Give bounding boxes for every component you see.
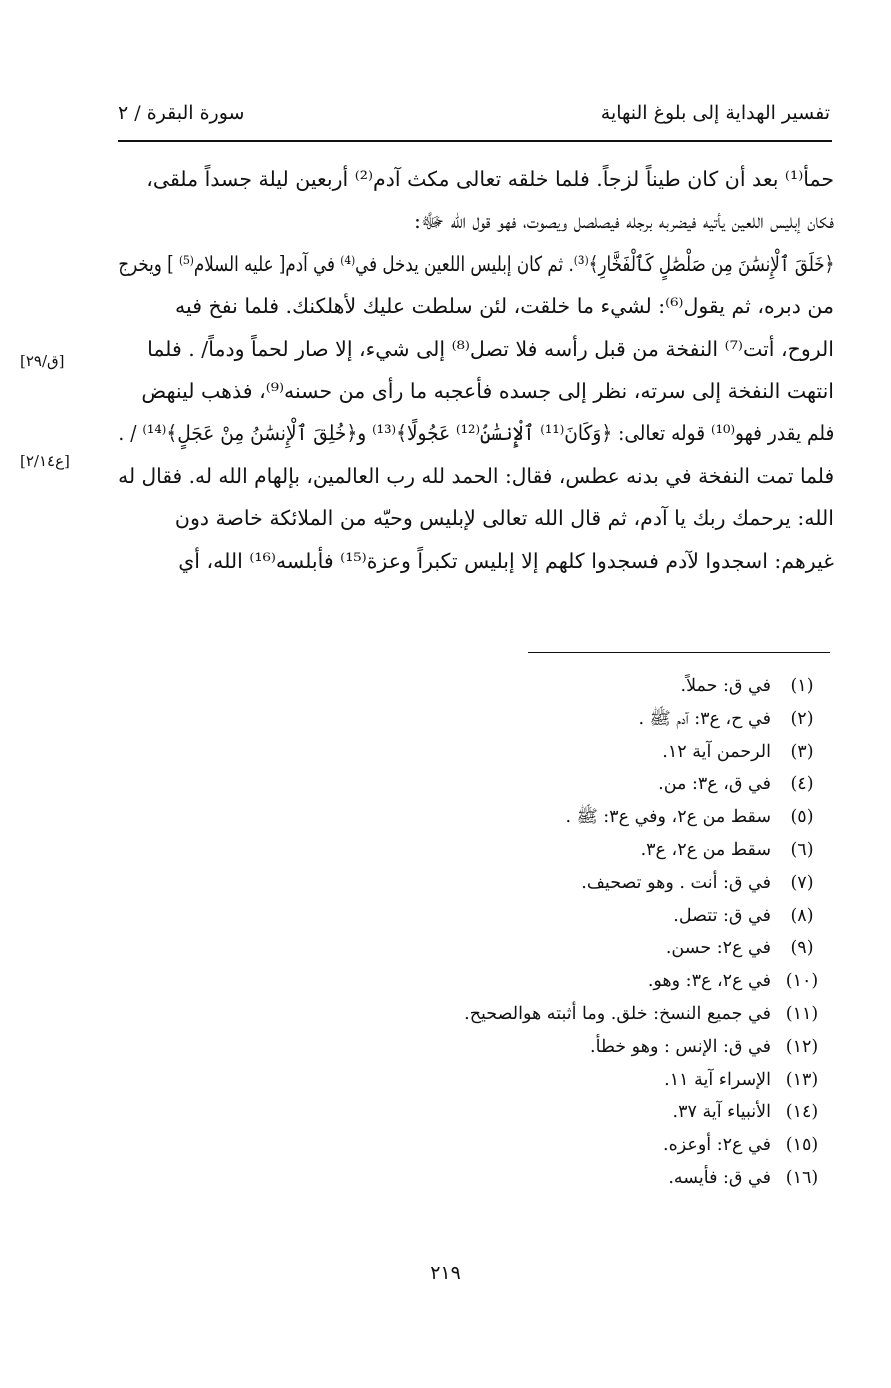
footnote: (٧)في ق: أنت . وهو تصحيف. xyxy=(581,872,814,893)
text-line: من دبره، ثم يقول⁽⁶⁾: لشيء ما خلقت، لئن سلطت عليك لأهلكنك. فلما نفخ فيه xyxy=(175,294,834,319)
running-header xyxy=(118,98,830,134)
footnote: (١٣)الإسراء آية ١١. xyxy=(664,1069,819,1090)
footnote: (٩)في ع٢: حسن. xyxy=(665,938,814,959)
footnote: (١٤)الأنبياء آية ٣٧. xyxy=(672,1102,819,1123)
page-number: ٢١٩ xyxy=(430,1262,461,1284)
text-line: فلم يقدر فهو⁽¹⁰⁾ قوله تعالى: ﴿وَكَانَ⁽¹¹⁾ ٱلْإِنسَٰنُ⁽¹²⁾ عَجُولًا﴾⁽¹³⁾ و﴿خُلِقَ ٱلْإِنسَٰنُ مِنْ عَجَلٍ﴾⁽¹⁴⁾ / . xyxy=(118,421,834,446)
book-title: تفسير الهداية إلى بلوغ النهاية xyxy=(600,102,830,124)
footnote: (٤)في ق، ع٣: من. xyxy=(658,774,814,795)
text-line: الروح، أتت⁽⁷⁾ النفخة من قبل رأسه فلا تصل⁽⁸⁾ إلى شيء، إلا صار لحماً ودماً/ . فلما xyxy=(147,336,834,361)
text-line: غيرهم: اسجدوا لآدم فسجدوا كلهم إلا إبليس تكبراً وعزة⁽¹⁵⁾ فأبلسه⁽¹⁶⁾ الله، أي xyxy=(178,548,834,573)
footnote: (٦)سقط من ع٢، ع٣. xyxy=(640,839,814,860)
manuscript-folio-marker: [ع٢/١٤] xyxy=(20,452,70,470)
manuscript-folio-marker: [ق/٢٩] xyxy=(20,352,65,370)
footnotes xyxy=(433,670,833,1195)
text-line: فلما تمت النفخة في بدنه عطس، فقال: الحمد لله رب العالمين، بإلهام الله له. فقال له xyxy=(118,463,834,488)
text-line: حمأ⁽¹⁾ بعد أن كان طيناً لزجاً. فلما خلقه تعالى مكث آدم⁽²⁾ أربعين ليلة جسداً ملقى، xyxy=(146,167,834,191)
main-text xyxy=(118,158,834,582)
footnote: (٨)في ق: تتصل. xyxy=(673,905,814,926)
text-line: فكان إبليس اللعين يأتيه فيضربه برجله فيصلصل ويصوت، فهو قول الله ﷻ: xyxy=(414,209,834,234)
footnote: (٣)الرحمن آية ١٢. xyxy=(662,741,814,762)
footnote: (١)في ق: حملاً. xyxy=(680,676,814,696)
footnote: (٢)في ح، ع٣: آدم ﷺ . xyxy=(638,708,814,729)
text-line: انتهت النفخة إلى سرته، نظر إلى جسده فأعجبه ما رأى من حسنه⁽⁹⁾، فذهب لينهض xyxy=(141,378,834,403)
text-line: الله: يرحمك ربك يا آدم، ثم قال الله تعالى لإبليس وحيّه من الملائكة خاصة دون xyxy=(174,506,834,531)
footnote: (١٥)في ع٢: أوعزه. xyxy=(663,1135,819,1156)
footnote: (١٢)في ق: الإنس : وهو خطأ. xyxy=(590,1036,819,1057)
header-rule xyxy=(118,140,832,142)
footnote-separator xyxy=(528,652,830,653)
surah-label: سورة البقرة / ٢ xyxy=(118,102,245,124)
footnote: (١١)في جميع النسخ: خلق. وما أثبته هوالصحيح. xyxy=(464,1003,819,1024)
footnote: (١٠)في ع٢، ع٣: وهو. xyxy=(647,971,819,992)
footnote: (٥)سقط من ع٢، وفي ع٣: ﷺ . xyxy=(565,807,814,828)
footnote: (١٦)في ق: فأيسه. xyxy=(668,1167,819,1188)
text-line: ﴿خَلَقَ ٱلْإِنسَٰنَ مِن صَلْصَٰلٍ كَٱلْفَخَّارِ﴾⁽³⁾. ثم كان إبليس اللعين يدخل في⁽⁴⁾ في آدم[ عليه السلام⁽⁵⁾ ] ويخرج xyxy=(117,251,834,276)
